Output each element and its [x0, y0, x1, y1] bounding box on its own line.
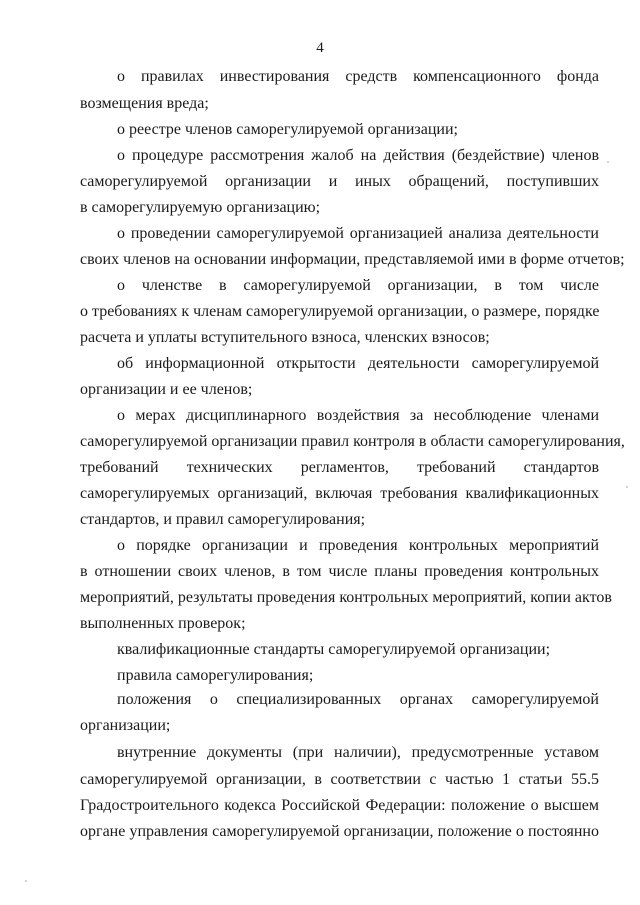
- text-line: о правилах инвестирования средств компенсационного фонда: [117, 68, 599, 85]
- scan-speck: [607, 161, 609, 163]
- text-line: органе управления саморегулируемой организации, положение о постоянно: [80, 823, 599, 840]
- text-line: саморегулируемой организации, в соответствии с частью 1 статьи 55.5: [80, 771, 599, 788]
- text-line: в отношении своих членов, в том числе планы проведения контрольных: [80, 563, 599, 580]
- text-line: саморегулируемых организаций, включая требования квалификационных: [80, 485, 599, 502]
- text-line: о проведении саморегулируемой организацией анализа деятельности: [117, 225, 599, 242]
- text-line: о порядке организации и проведения контрольных мероприятий: [117, 537, 599, 554]
- text-line: о процедуре рассмотрения жалоб на действия (бездействие) членов: [117, 147, 599, 164]
- text-line: возмещения вреда;: [80, 95, 209, 112]
- text-line: в саморегулируемую организацию;: [80, 199, 321, 216]
- scan-speck: [25, 880, 27, 882]
- page-number: 4: [316, 40, 324, 56]
- text-line: саморегулируемой организации и иных обращений, поступивших: [80, 173, 599, 190]
- text-line: саморегулируемой организации правил контроля в области саморегулирования,: [80, 433, 625, 450]
- text-line: выполненных проверок;: [80, 615, 246, 632]
- text-line: организации;: [80, 717, 171, 734]
- text-line: своих членов на основании информации, представляемой ими в форме отчетов;: [80, 251, 625, 268]
- text-line: о мерах дисциплинарного воздействия за несоблюдение членами: [117, 407, 599, 424]
- text-line: стандартов, и правил саморегулирования;: [80, 511, 366, 528]
- text-line: Градостроительного кодекса Российской Федерации: положение о высшем: [80, 797, 599, 814]
- text-line: о членстве в саморегулируемой организации, в том числе: [117, 277, 599, 294]
- scan-speck: [626, 486, 628, 488]
- text-line: об информационной открытости деятельности саморегулируемой: [117, 355, 599, 372]
- text-line: положения о специализированных органах саморегулируемой: [117, 691, 599, 708]
- text-line: организации и ее членов;: [80, 381, 253, 398]
- text-line: квалификационные стандарты саморегулируемой организации;: [117, 641, 551, 658]
- text-line: внутренние документы (при наличии), предусмотренные уставом: [117, 744, 599, 761]
- text-line: правила саморегулирования;: [117, 667, 314, 684]
- text-line: требований технических регламентов, требований стандартов: [80, 459, 599, 476]
- text-line: мероприятий, результаты проведения контрольных мероприятий, копии актов: [80, 589, 612, 606]
- text-line: расчета и уплаты вступительного взноса, членских взносов;: [80, 329, 490, 346]
- text-line: о реестре членов саморегулируемой организации;: [117, 121, 458, 138]
- text-line: о требованиях к членам саморегулируемой организации, о размере, порядке: [80, 303, 600, 320]
